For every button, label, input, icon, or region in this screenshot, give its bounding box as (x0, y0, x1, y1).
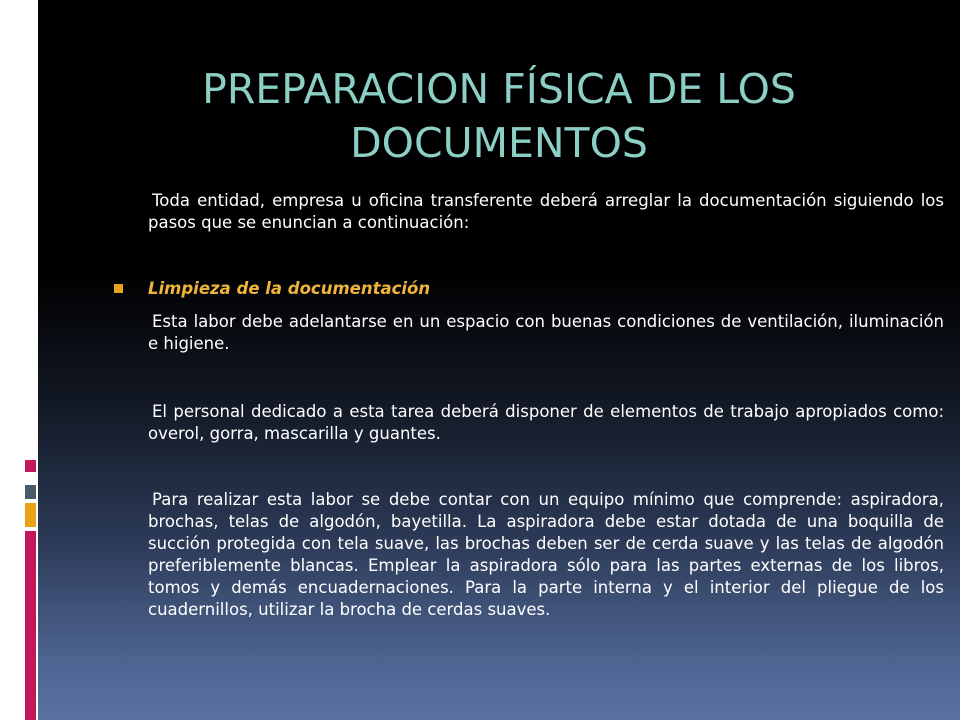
deco-bar-magenta-bottom (25, 531, 36, 720)
slide-title (38, 62, 960, 170)
paragraph-personal: El personal dedicado a esta tarea deberá disponer de elementos de trabajo apropiados como: overol, gorra, mascarilla y guantes. (148, 402, 944, 443)
left-decorative-strip (0, 0, 38, 720)
deco-bar-gold (25, 503, 36, 527)
paragraph-ventilation: Esta labor debe adelantarse en un espacio con buenas condiciones de ventilación, iluminación e higiene. (148, 312, 944, 353)
bullet-label: Limpieza de la documentación (148, 279, 431, 298)
title-line-1: PREPARACION FÍSICA DE LOS (202, 65, 796, 113)
paragraph-equipment: Para realizar esta labor se debe contar con un equipo mínimo que comprende: aspiradora, brochas, telas de algodón, bayetilla. La aspiradora debe estar dotada de una boquilla de succión protegida con tela suave, las brochas deben ser de cerda suave y las telas de algodón preferiblemente blancas. Emplear la aspiradora sólo para las partes externas de los libros, tomos y demás encuadernaciones. Para la parte interna y el interior del pliegue de los cuadernillos, utilizar la brocha de cerdas suaves. (148, 490, 944, 619)
square-bullet-icon (114, 284, 123, 293)
intro-paragraph: Toda entidad, empresa u oficina transferente deberá arreglar la documentación siguiendo los pasos que se enuncian a continuación: (148, 191, 944, 232)
slide-canvas (38, 0, 960, 720)
title-line-2: DOCUMENTOS (350, 119, 648, 167)
deco-bar-gray (25, 485, 36, 499)
bullet-item (114, 278, 944, 302)
deco-bar-magenta-top (25, 460, 36, 472)
